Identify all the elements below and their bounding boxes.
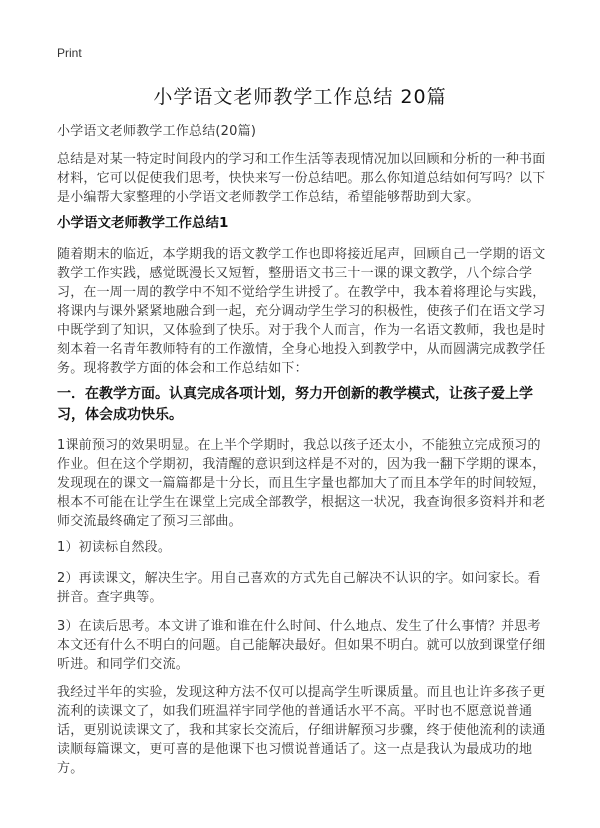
step-item: 3）在读后思考。本文讲了谁和谁在什么时间、什么地点、发生了什么事情？并思考本文还有什么不明白的问题。自己能解决最好。但如果不明白。就可以放到课堂仔细听进。和同学们交流。	[57, 619, 546, 672]
section-paragraph: 随着期末的临近，本学期我的语文教学工作也即将接近尾声，回顾自己一学期的语文教学工作实践，感觉既漫长又短暂，整册语文书三十一课的课文教学，八个综合学习，在一周一周的教学中不知不觉给学生讲授了。在教学中，我本着将理论与实践，将课内与课外紧紧地融合到一起，充分调动学生学习的积极性，使孩子们在语文学习中既学到了知识，又体验到了快乐。对于我个人而言，作为一名语文教师，我也是时刻本着一名青年教师特有的工作激情，全身心地投入到教学中，从而圆满完成教学任务。现将教学方面的体会和工作总结如下：	[57, 247, 546, 376]
document-subtitle: 小学语文老师教学工作总结(20篇)	[57, 124, 257, 139]
intro-paragraph: 总结是对某一特定时间段内的学习和工作生活等表现情况加以回顾和分析的一种书面材料，它可以促使我们思考，快快来写一份总结吧。那么你知道总结如何写吗？以下是小编帮大家整理的小学语文老师教学工作总结，希望能够帮助到大家。	[57, 152, 546, 205]
step-item: 1）初读标自然段。	[57, 540, 172, 555]
page-title: 小学语文老师教学工作总结 20篇	[153, 86, 447, 108]
print-link[interactable]: Print	[57, 46, 82, 60]
point-heading: 一．在教学方面。认真完成各项计划，努力开创新的教学模式，让孩子爱上学习，体会成功快乐。	[57, 386, 533, 423]
body-paragraph: 我经过半年的实验，发现这种方法不仅可以提高学生听课质量。而且也让许多孩子更流利的读课文了，如我们班温祥宇同学他的普通话水平不高。平时也不愿意说普通话，更别说读课文了，我和其家长交流后，仔细讲解预习步骤，终于使他流利的读通读顺每篇课文，更可喜的是他课下也习惯说普通话了。这一点是我认为最成功的地方。	[57, 685, 546, 776]
step-item: 2）再读课文，解决生字。用自己喜欢的方式先自己解决不认识的字。如问家长。看拼音。查字典等。	[57, 571, 541, 605]
body-paragraph: 1课前预习的效果明显。在上半个学期时，我总以孩子还太小，不能独立完成预习的作业。但在这个学期初，我清醒的意识到这样是不对的，因为我一翻下学期的课本，发现现在的课文一篇篇都是十分长，而且生字量也都加大了而且本学年的时间较短，根本不可能在让学生在课堂上完成全部教学，根据这一状况，我查询很多资料并和老师交流最终确定了预习三部曲。	[57, 438, 546, 529]
section-heading: 小学语文老师教学工作总结1	[57, 215, 229, 231]
